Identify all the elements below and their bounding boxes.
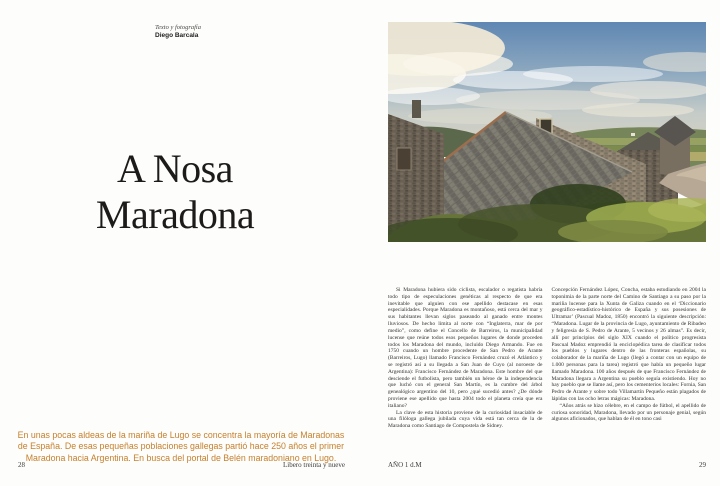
byline <box>155 24 201 40</box>
standfirst: En unas pocas aldeas de la mariña de Lugo se concentra la mayoría de Maradonas de España. De esas pequeñas poblaciones gallegas partió hace 250 años el primer Maradona hacia Argentina. En busca del portal de Belén maradoniano en Lugo. <box>17 429 345 464</box>
paragraph: “Años atrás se hizo célebre, en el campo de fútbol, el apellido de curiosa sonoridad, Maradona, llevado por un personaje genial, según algunos aficionados, que hablan de él en tono casi <box>551 402 706 423</box>
edition-label-right: AÑO 1 d.M <box>388 461 422 469</box>
byline-author: Diego Barcala <box>155 32 199 40</box>
paragraph: Concepción Fernández López, Concha, estaba estudiando en 2004 la toponimia de la parte norte del Camino de Santiago a su paso por la mariña lucense para la Xunta de Galiza cuando en el ‘Diccionario geográfico-estadístico-histórico de España y sus posesiones de Ultramar’ (Pascual Madoz, 1850) encontró la siguiente descripción: “Maradona. Lugar de la provincia de Lugo, ayuntamiento de Ribadeo y feligresía de S. Pedro de Arante, 5 vecinos y 26 almas”. Es decir, allí por principios del siglo XIX cuando el político progresista Pascual Madoz emprendió la enciclopédica tarea de clasificar todos los pueblos y lugares dentro de las fronteras españolas, su colaborador de la mariña de Lugo (llegó a contar con un equipo de 1.000 personas para la tarea) registró que había un pequeño lugar llamado Maradona. 100 años después de que Francisco Fernández de Maradona llegara a Argentina su pueblo seguía existiendo. Hoy no hay pueblo que se llame así, pero los cementerios locales: Fornia, San Pedro de Arante y sobre todo Villamartín Pequeño están plagados de lápidas con las ocho letras mágicas: Maradona. <box>551 287 706 402</box>
page-number-left: 28 <box>18 461 25 469</box>
photo-stone-village <box>388 22 706 242</box>
article-title <box>40 146 310 239</box>
edition-label-left: Libero treinta y nueve <box>282 461 345 469</box>
article-title-line1: A Nosa <box>117 146 233 191</box>
article-title-line2: Maradona <box>95 192 255 238</box>
article-body <box>388 287 706 459</box>
page-number-right: 29 <box>699 461 706 469</box>
byline-role: Texto y fotografía <box>155 24 201 31</box>
body-column-2 <box>552 287 707 459</box>
paragraph: La clave de esta historia proviene de la curiosidad insaciable de una filóloga gallega jubilada cuya vida está tan cerca de la de Maradona como Santiago de Compostela de Sidney. <box>388 409 543 430</box>
paragraph: Si Maradona hubiera sido ciclista, escalador o regatista habría todo tipo de especulaciones genéticas al respecto de que era inevitable que alguien con ese apellido destacase en esas especialidades. Porque Maradona es montañoso, está cerca del mar y sus habitantes llevan siglos paseando al ganado entre montes lluviosos. De hecho limita al norte con “Inglaterra, mar de por medio”, como define el Concello de Barreiros, la municipalidad lucense que reúne todos esos pequeños lugares de donde proceden todos los Maradona del mundo, incluido Diego Armando. Fue en 1750 cuando un hombre procedente de San Pedro de Arante (Barreiros, Lugo) llamado Francisco Fernández cruzó el Atlántico y se registró así a su llegada a San Juan de Cuyo (al noroeste de Argentina): Francisco Fernández de Maradona. Este hombre del que desciende el futbolista, pero también un héroe de la independencia que luchó con el general San Martín, es la cumbre del árbol genealógico argentino del 10, pero ¿qué sucedió antes? ¿De dónde proviene ese apellido que hasta 2004 todo el planeta creía que era italiano? <box>388 287 543 409</box>
body-column-1 <box>388 287 543 459</box>
